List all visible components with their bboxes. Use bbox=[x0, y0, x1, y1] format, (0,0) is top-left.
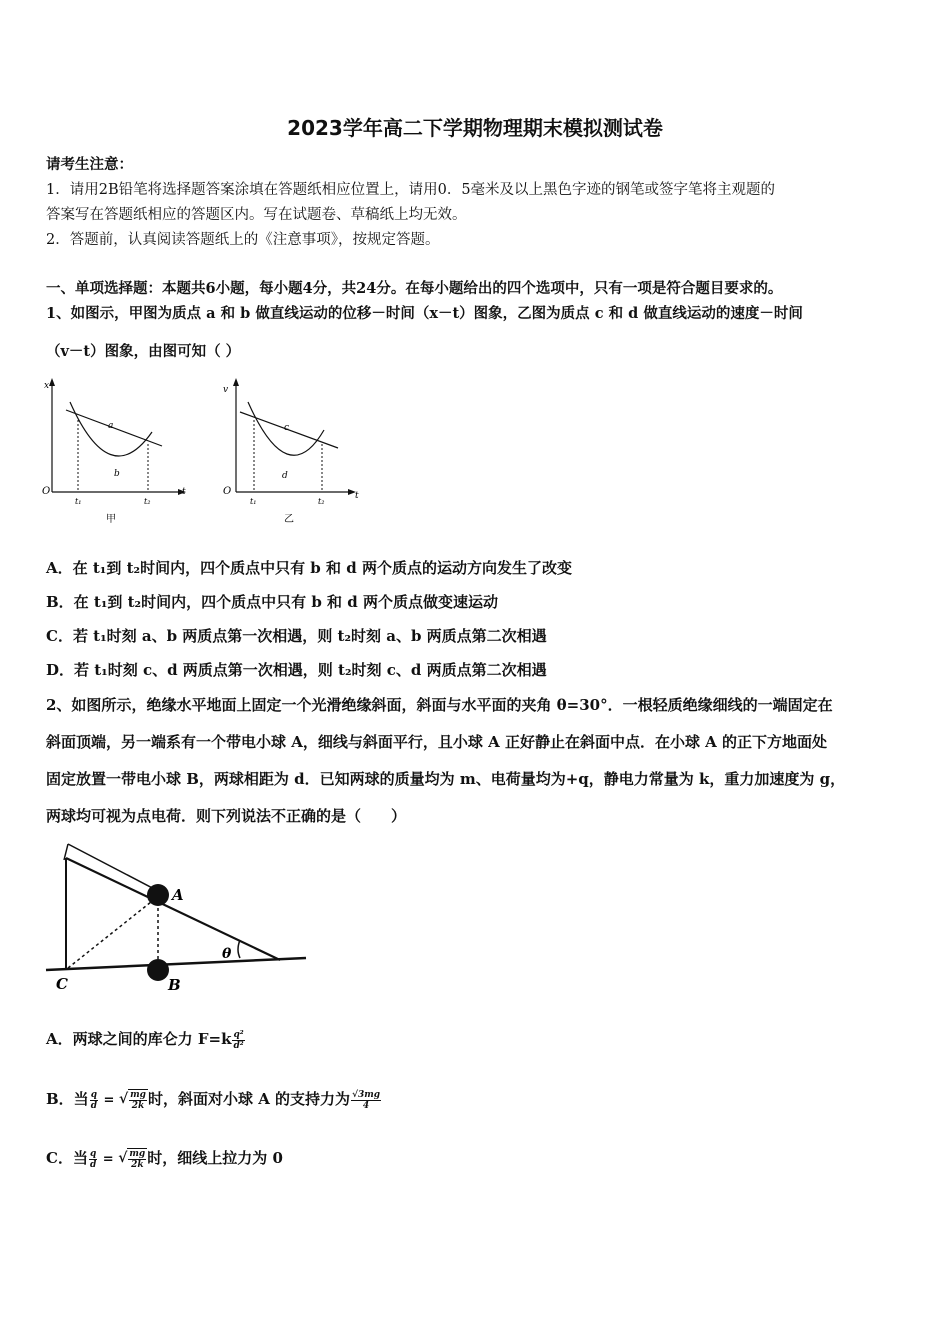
label-origin: O bbox=[42, 486, 51, 497]
q2-option-b-text: 时，斜面对小球 A 的支持力为 bbox=[147, 1090, 351, 1108]
fraction-denominator: 2k bbox=[131, 1160, 144, 1170]
fraction-denominator: d bbox=[90, 1100, 97, 1111]
q2-option-c bbox=[46, 1147, 283, 1170]
sqrt-sign-icon: √ bbox=[118, 1091, 129, 1107]
q1-option-b: B．在 t₁到 t₂时间内，四个质点中只有 b 和 d 两个质点做变速运动 bbox=[46, 593, 498, 611]
ball-b bbox=[147, 959, 169, 981]
q1-option-d: D．若 t₁时刻 c、d 两质点第一次相遇，则 t₂时刻 c、d 两质点第二次相遇 bbox=[46, 661, 547, 679]
ground-line bbox=[46, 958, 306, 970]
label-t2: t₂ bbox=[144, 497, 151, 506]
label-t: t bbox=[182, 487, 186, 497]
equals-sign: = bbox=[98, 1152, 119, 1167]
notice-heading: 请考生注意： bbox=[46, 156, 133, 173]
fraction-denominator: 4 bbox=[362, 1100, 370, 1111]
sqrt-sign-icon: √ bbox=[118, 1150, 128, 1166]
q2-option-a-fraction bbox=[232, 1030, 244, 1051]
caption-jia: 甲 bbox=[106, 514, 116, 525]
label-x: x bbox=[44, 381, 50, 391]
string-line bbox=[68, 844, 160, 892]
ball-a bbox=[147, 884, 169, 906]
q1-figure bbox=[40, 372, 370, 532]
line-a bbox=[66, 410, 162, 446]
q-over-d-fraction bbox=[89, 1149, 97, 1170]
equals-sign: = bbox=[98, 1093, 119, 1108]
label-t: t bbox=[355, 491, 359, 501]
q1-option-c: C．若 t₁时刻 a、b 两质点第一次相遇，则 t₂时刻 a、b 两质点第二次相遇 bbox=[46, 627, 547, 645]
arrow-up-icon bbox=[49, 378, 55, 386]
q2-incline-figure bbox=[40, 832, 315, 997]
notice-line-1b: 答案写在答题纸相应的答题区内。写在试题卷、草稿纸上均无效。 bbox=[46, 207, 467, 223]
label-c: c bbox=[284, 423, 290, 433]
label-a: A bbox=[172, 886, 184, 904]
sqrt-expression bbox=[119, 1089, 148, 1111]
label-a: a bbox=[108, 421, 114, 431]
q2-stem-line-4: 两球均可视为点电荷．则下列说法不正确的是（ ） bbox=[46, 807, 407, 825]
q1-stem-line-2: （v－t）图象，由图可知（ ） bbox=[46, 343, 241, 360]
fraction-denominator: d² bbox=[233, 1040, 244, 1051]
fraction-numerator: mg bbox=[130, 1090, 146, 1100]
fraction-numerator: q bbox=[89, 1148, 97, 1159]
page-title: 2023学年高二下学期物理期末模拟测试卷 bbox=[287, 116, 663, 140]
q2-option-a-text: A．两球之间的库仑力 F=k bbox=[46, 1030, 232, 1048]
fraction-numerator: √3mg bbox=[352, 1089, 381, 1100]
arrow-up-icon bbox=[233, 378, 239, 386]
q2-option-b-label: B．当 bbox=[46, 1090, 89, 1108]
fraction-numerator: q² bbox=[233, 1029, 244, 1040]
label-origin: O bbox=[223, 486, 232, 497]
notice-line-1: 1．请用2B铅笔将选择题答案涂填在答题纸相应位置上，请用0．5毫米及以上黑色字迹的钢笔或签字笔将主观题的 bbox=[46, 182, 776, 198]
q-over-d-fraction bbox=[90, 1090, 98, 1111]
graph-jia bbox=[42, 378, 186, 525]
sqrt-expression bbox=[118, 1148, 147, 1170]
q1-stem-line-1: 1、如图示，甲图为质点 a 和 b 做直线运动的位移－时间（x－t）图象，乙图为质点 c 和 d 做直线运动的速度－时间 bbox=[46, 305, 803, 322]
q2-option-b bbox=[46, 1088, 382, 1111]
label-t1: t₁ bbox=[250, 497, 257, 506]
label-v: v bbox=[223, 385, 229, 395]
graph-yi bbox=[223, 378, 359, 525]
section-heading: 一、单项选择题：本题共6小题，每小题4分，共24分。在每小题给出的四个选项中，只有一项是符合题目要求的。 bbox=[46, 280, 783, 297]
label-theta: θ bbox=[222, 946, 232, 962]
label-b: b bbox=[114, 469, 120, 479]
label-c: C bbox=[56, 975, 68, 993]
fraction-denominator: d bbox=[89, 1159, 97, 1170]
q2-option-c-label: C．当 bbox=[46, 1149, 88, 1167]
radicand-fraction bbox=[128, 1149, 146, 1170]
label-t1: t₁ bbox=[75, 497, 82, 506]
q2-stem-line-3: 固定放置一带电小球 B，两球相距为 d．已知两球的质量均为 m、电荷量均为+q，静电力常量为 k，重力加速度为 g， bbox=[46, 770, 846, 788]
fraction-numerator: mg bbox=[129, 1149, 146, 1159]
q2-stem-line-1: 2、如图所示，绝缘水平地面上固定一个光滑绝缘斜面，斜面与水平面的夹角 θ=30°．一根轻质绝缘细线的一端固定在 bbox=[46, 696, 833, 714]
caption-yi: 乙 bbox=[284, 514, 294, 525]
dash-c-to-a bbox=[68, 898, 156, 968]
label-d: d bbox=[282, 471, 288, 481]
notice-line-2: 2．答题前，认真阅读答题纸上的《注意事项》，按规定答题。 bbox=[46, 232, 440, 248]
radicand-fraction bbox=[129, 1090, 147, 1111]
q2-option-c-text: 时，细线上拉力为 0 bbox=[147, 1149, 283, 1167]
q1-option-a: A．在 t₁到 t₂时间内，四个质点中只有 b 和 d 两个质点的运动方向发生了改变 bbox=[46, 559, 572, 577]
label-t2: t₂ bbox=[318, 497, 325, 506]
q2-stem-line-2: 斜面顶端，另一端系有一个带电小球 A，细线与斜面平行，且小球 A 正好静止在斜面中点．在小球 A 的正下方地面处 bbox=[46, 733, 828, 751]
fraction-numerator: q bbox=[90, 1089, 97, 1100]
q2-option-a bbox=[46, 1028, 246, 1051]
label-b: B bbox=[168, 976, 181, 994]
angle-arc bbox=[238, 940, 240, 958]
support-force-fraction bbox=[351, 1090, 381, 1111]
fraction-denominator: 2k bbox=[131, 1101, 145, 1111]
